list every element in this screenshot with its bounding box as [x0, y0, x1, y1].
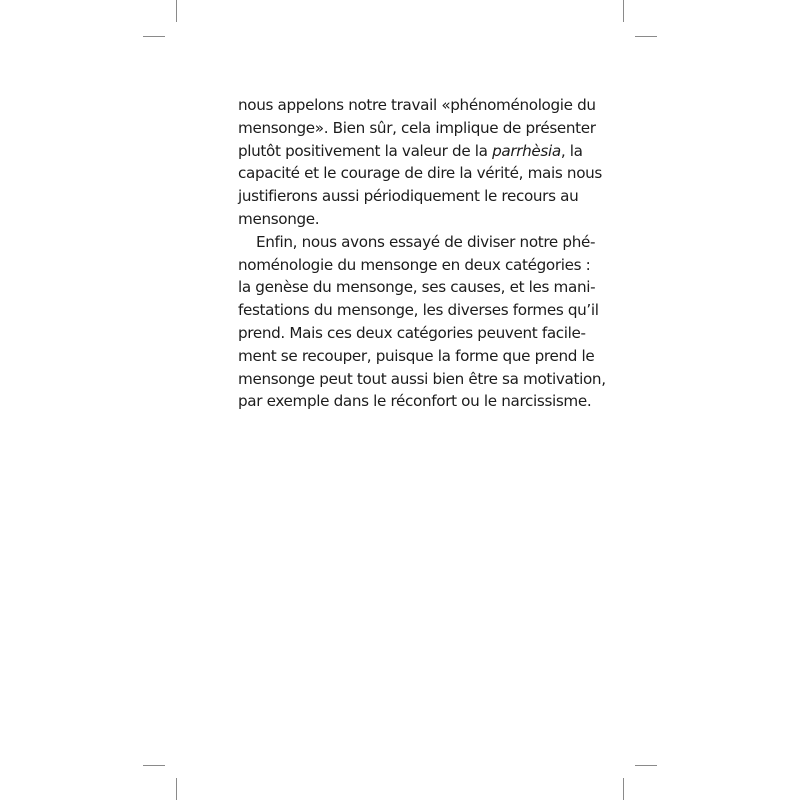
- crop-mark-top-right-vertical: [623, 0, 624, 22]
- crop-mark-bottom-right-vertical: [623, 778, 624, 800]
- text-line: par exemple dans le réconfort ou le narcissisme.: [238, 392, 592, 411]
- text-run: plutôt positivement la valeur de la: [238, 141, 493, 160]
- crop-mark-top-left-vertical: [176, 0, 177, 22]
- text-line: mensonge». Bien sûr, cela implique de présenter: [238, 118, 596, 137]
- text-line: festations du mensonge, les diverses formes qu’il: [238, 301, 599, 320]
- crop-mark-bottom-left-horizontal: [143, 765, 165, 766]
- text-line: prend. Mais ces deux catégories peuvent facile-: [238, 323, 586, 342]
- crop-mark-bottom-left-vertical: [176, 778, 177, 800]
- paragraph-2: [238, 231, 606, 413]
- text-line: nous appelons notre travail «phénoménologie du: [238, 96, 596, 114]
- text-run: , la: [560, 141, 583, 160]
- text-line: noménologie du mensonge en deux catégories :: [238, 255, 591, 274]
- text-line: Enfin, nous avons essayé de diviser notre phé-: [256, 232, 596, 251]
- crop-mark-top-left-horizontal: [143, 36, 165, 37]
- italic-term: parrhèsia: [492, 141, 561, 160]
- text-line: ment se recouper, puisque la forme que prend le: [238, 346, 595, 365]
- text-line: [238, 140, 583, 163]
- paragraph-1: [238, 94, 602, 231]
- crop-mark-bottom-right-horizontal: [635, 765, 657, 766]
- text-line: justifierons aussi périodiquement le recours au: [238, 187, 579, 206]
- text-line: mensonge.: [238, 209, 320, 228]
- text-line: mensonge peut tout aussi bien être sa motivation,: [238, 369, 606, 388]
- body-text: [238, 94, 606, 413]
- text-line: la genèse du mensonge, ses causes, et les mani-: [238, 278, 596, 297]
- text-line: capacité et le courage de dire la vérité, mais nous: [238, 164, 602, 183]
- crop-mark-top-right-horizontal: [635, 36, 657, 37]
